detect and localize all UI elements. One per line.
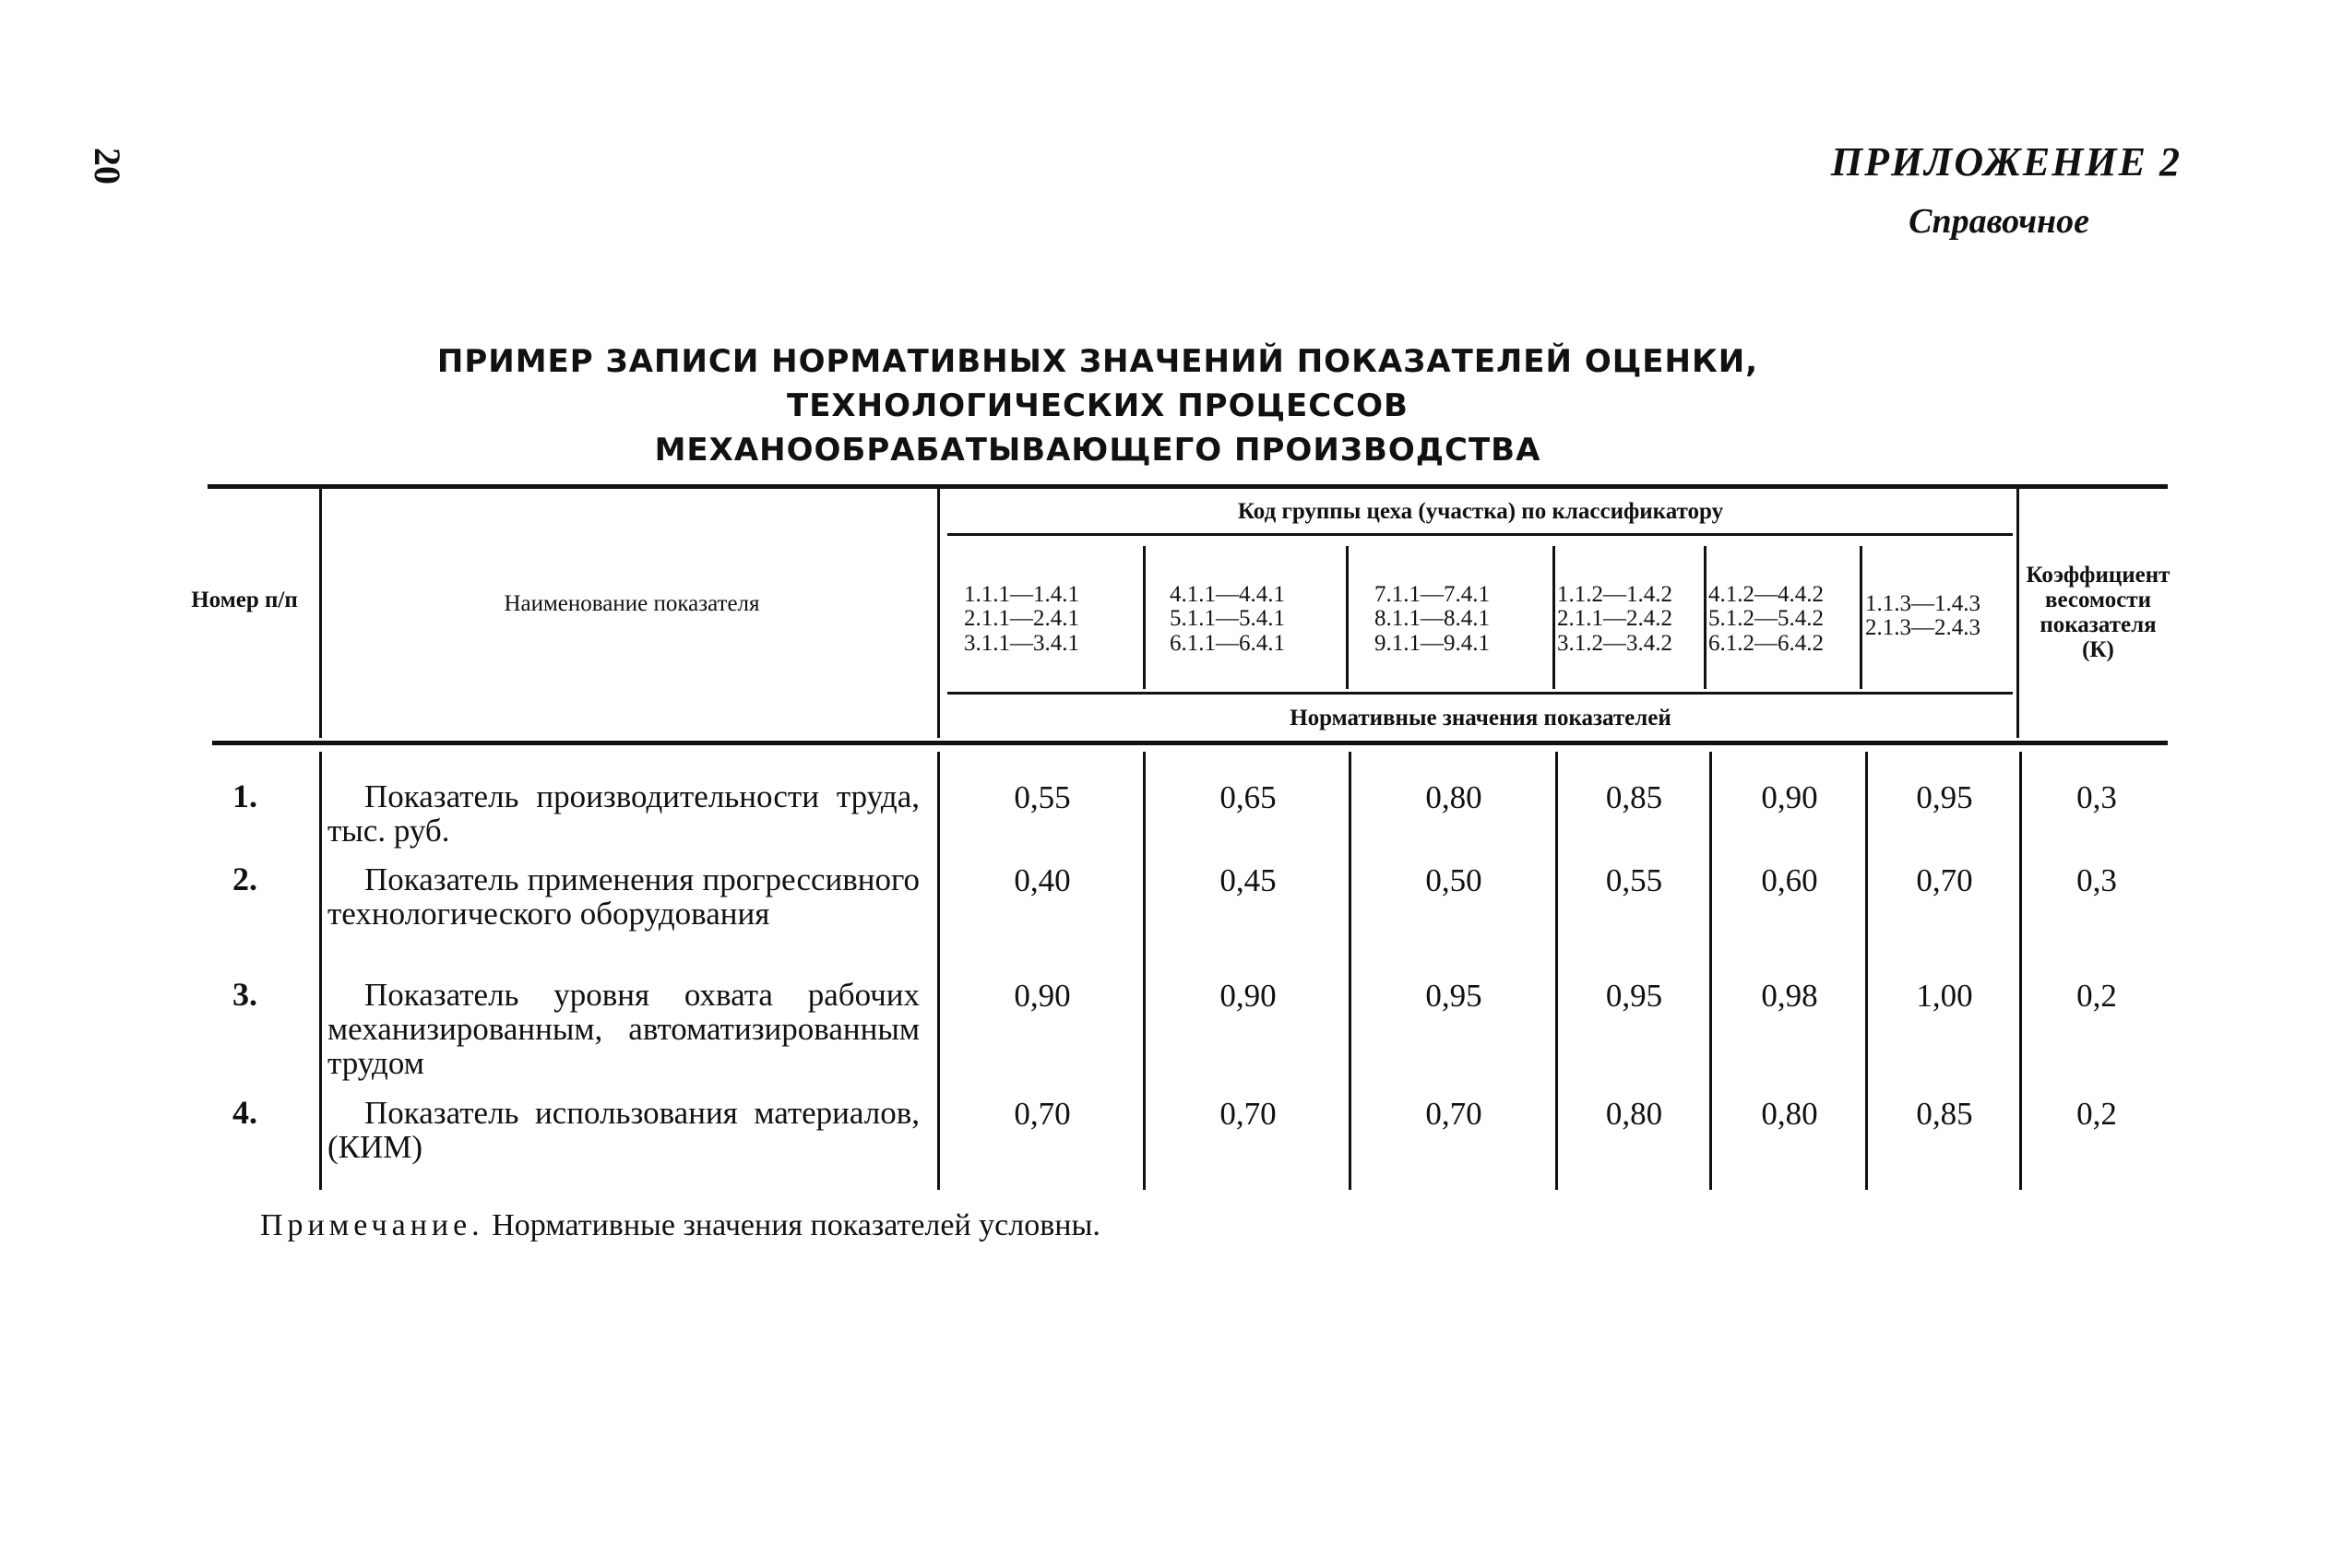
value-cell: 0,65 — [1219, 779, 1277, 815]
col-divider — [1704, 546, 1707, 689]
value-cell: 0,60 — [1761, 862, 1818, 898]
table-title-line-2: ТЕХНОЛОГИЧЕСКИХ ПРОЦЕССОВ — [787, 387, 1409, 424]
row-number: 3. — [232, 976, 257, 1013]
col-divider — [1552, 546, 1555, 689]
code-column-4: 1.1.2—1.4.2 2.1.1—2.4.2 3.1.2—3.4.2 — [1557, 582, 1672, 656]
value-cell: 0,90 — [1219, 978, 1277, 1014]
col-divider — [1143, 546, 1146, 689]
header-coefficient: Коэффициент весомости показателя (К) — [2026, 563, 2170, 662]
code-column-2: 4.1.1—4.4.1 5.1.1—5.4.1 6.1.1—6.4.1 — [1170, 582, 1285, 656]
value-cell: 0,85 — [1605, 779, 1663, 815]
coefficient-cell: 0,3 — [2076, 779, 2117, 815]
col-divider — [1346, 546, 1349, 689]
col-divider — [1555, 752, 1558, 1190]
row-name: Показатель уровня охвата рабочих механизированным, автоматизированным трудом — [327, 977, 920, 1082]
value-cell: 0,70 — [1014, 1096, 1071, 1132]
row-name: Показатель использования материалов, (КИМ) — [327, 1095, 920, 1166]
value-cell: 1,00 — [1916, 978, 1973, 1014]
code-header-rule — [947, 533, 2013, 536]
note-text: Нормативные значения показателей условны. — [492, 1208, 1100, 1242]
code-column-3: 7.1.1—7.4.1 8.1.1—8.4.1 9.1.1—9.4.1 — [1374, 582, 1490, 656]
value-cell: 0,85 — [1916, 1096, 1973, 1132]
value-cell: 0,95 — [1916, 779, 1973, 815]
header-number: Номер п/п — [191, 588, 298, 612]
header-name: Наименование показателя — [504, 591, 760, 616]
value-cell: 0,95 — [1605, 978, 1663, 1014]
value-cell: 0,90 — [1014, 978, 1071, 1014]
value-cell: 0,80 — [1425, 779, 1482, 815]
coefficient-cell: 0,3 — [2076, 862, 2117, 898]
row-name: Показатель применения прогрессивного технологического оборудования — [327, 861, 920, 932]
normative-header-rule — [947, 692, 2013, 695]
row-number: 2. — [232, 861, 257, 897]
table-title-line-1: ПРИМЕР ЗАПИСИ НОРМАТИВНЫХ ЗНАЧЕНИЙ ПОКАЗАТЕЛЕЙ ОЦЕНКИ, — [436, 343, 1759, 380]
value-cell: 0,70 — [1219, 1096, 1277, 1132]
header-normative: Нормативные значения показателей — [1290, 706, 1671, 731]
page-number: 20 — [87, 148, 128, 184]
value-cell: 0,55 — [1014, 779, 1071, 815]
value-cell: 0,50 — [1425, 862, 1482, 898]
appendix-title: ПРИЛОЖЕНИЕ 2 — [1830, 139, 2182, 184]
col-divider — [319, 752, 322, 1190]
header-code-group: Код группы цеха (участка) по классификатору — [1237, 499, 1724, 524]
note-label: Примечание. — [260, 1208, 484, 1242]
value-cell: 0,70 — [1425, 1096, 1482, 1132]
table-note — [260, 1208, 1100, 1243]
col-divider — [937, 752, 940, 1190]
code-column-1: 1.1.1—1.4.1 2.1.1—2.4.1 3.1.1—3.4.1 — [964, 582, 1079, 656]
value-cell: 0,80 — [1605, 1096, 1663, 1132]
row-number: 4. — [232, 1094, 257, 1131]
value-cell: 0,55 — [1605, 862, 1663, 898]
code-column-5: 4.1.2—4.4.2 5.1.2—5.4.2 6.1.2—6.4.2 — [1708, 582, 1824, 656]
value-cell: 0,70 — [1916, 862, 1973, 898]
col-divider — [1709, 752, 1712, 1190]
table-top-rule — [208, 484, 2168, 489]
header-bottom-rule — [212, 741, 2168, 745]
table-title-line-3: МЕХАНООБРАБАТЫВАЮЩЕГО ПРОИЗВОДСТВА — [654, 432, 1541, 469]
code-column-6: 1.1.3—1.4.3 2.1.3—2.4.3 — [1865, 591, 1980, 641]
value-cell: 0,80 — [1761, 1096, 1818, 1132]
col-divider — [1860, 546, 1862, 689]
value-cell: 0,95 — [1425, 978, 1482, 1014]
value-cell: 0,45 — [1219, 862, 1277, 898]
coefficient-cell: 0,2 — [2076, 1096, 2117, 1132]
value-cell: 0,98 — [1761, 978, 1818, 1014]
row-number: 1. — [232, 778, 257, 814]
value-cell: 0,40 — [1014, 862, 1071, 898]
col-divider — [2016, 489, 2019, 738]
value-cell: 0,90 — [1761, 779, 1818, 815]
appendix-subtitle: Справочное — [1909, 202, 2089, 241]
col-divider — [937, 489, 940, 738]
coefficient-cell: 0,2 — [2076, 978, 2117, 1014]
row-name: Показатель производительности труда, тыс. руб. — [327, 778, 920, 849]
col-divider — [319, 489, 322, 738]
